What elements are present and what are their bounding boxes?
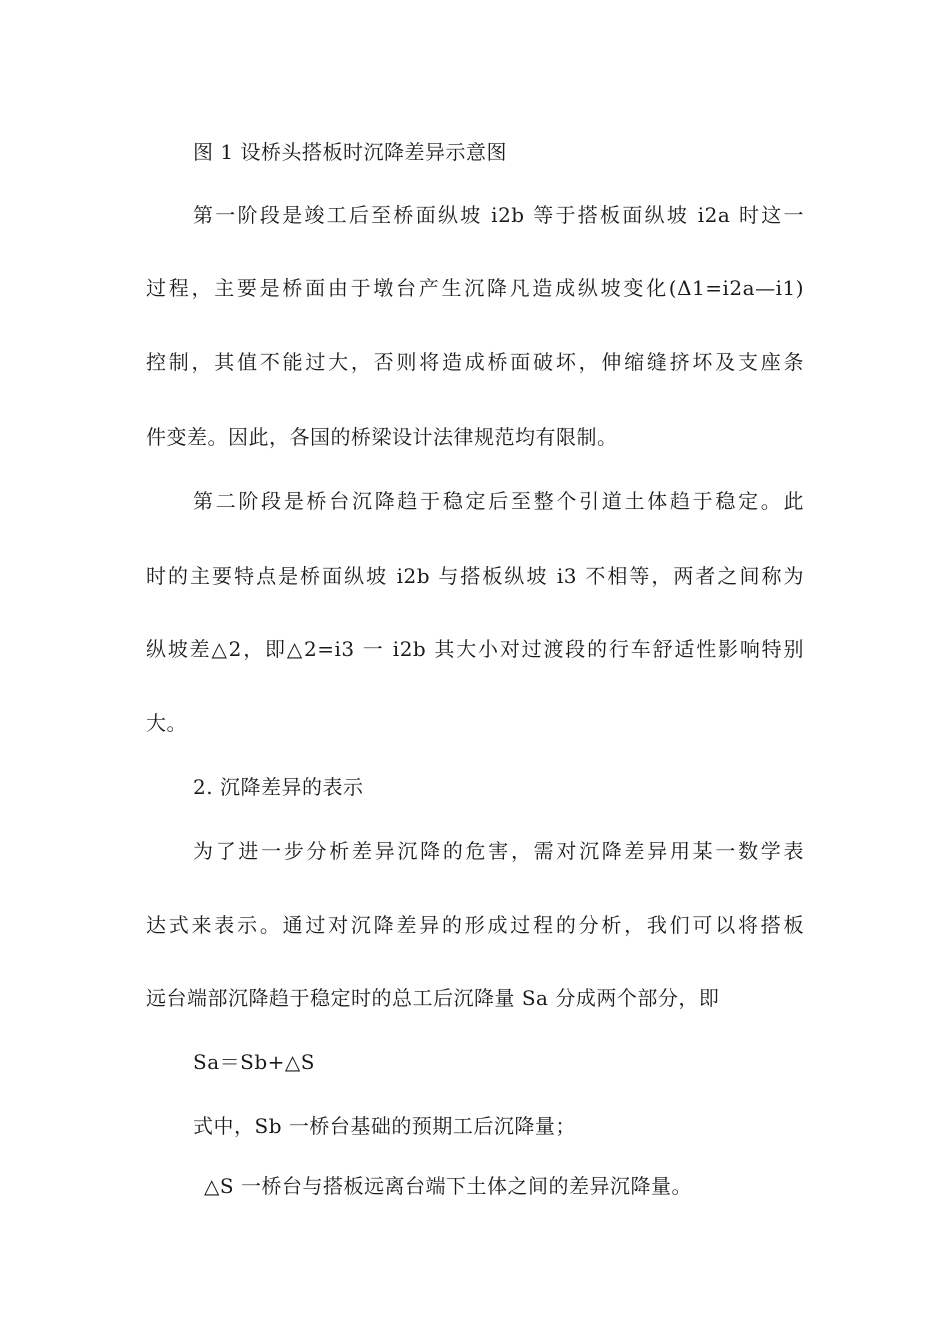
paragraph-2-line-2: 时的主要特点是桥面纵坡 i2b 与搭板纵坡 i3 不相等，两者之间称为: [146, 564, 804, 588]
section-heading: 2. 沉降差异的表示: [193, 775, 364, 799]
paragraph-2-line-4: 大。: [146, 711, 187, 735]
paragraph-1-line-3: 控制，其值不能过大，否则将造成桥面破坏，伸缩缝挤坏及支座条: [146, 350, 804, 374]
where-clause-1: 式中，Sb 一桥台基础的预期工后沉降量；: [193, 1114, 576, 1138]
paragraph-3-line-1: 为了进一步分析差异沉降的危害，需对沉降差异用某一数学表: [193, 839, 804, 863]
paragraph-1-line-2: 过程，主要是桥面由于墩台产生沉降凡造成纵坡变化(Δ1=i2a—i1): [146, 276, 804, 300]
where-clause-2: △S 一桥台与搭板远离台端下土体之间的差异沉降量。: [204, 1174, 692, 1198]
formula: Sa＝Sb+△S: [193, 1050, 315, 1074]
paragraph-2-line-3: 纵坡差△2，即△2=i3 一 i2b 其大小对过渡段的行车舒适性影响特别: [146, 637, 804, 661]
paragraph-3-line-3: 远台端部沉降趋于稳定时的总工后沉降量 Sa 分成两个部分，即: [146, 986, 720, 1010]
paragraph-3-line-2: 达式来表示。通过对沉降差异的形成过程的分析，我们可以将搭板: [146, 913, 804, 937]
paragraph-2-line-1: 第二阶段是桥台沉降趋于稳定后至整个引道土体趋于稳定。此: [193, 489, 804, 513]
paragraph-1-line-4: 件变差。因此，各国的桥梁设计法律规范均有限制。: [146, 425, 618, 449]
paragraph-1-line-1: 第一阶段是竣工后至桥面纵坡 i2b 等于搭板面纵坡 i2a 时这一: [193, 203, 804, 227]
figure-caption: 图 1 设桥头搭板时沉降差异示意图: [193, 140, 507, 164]
